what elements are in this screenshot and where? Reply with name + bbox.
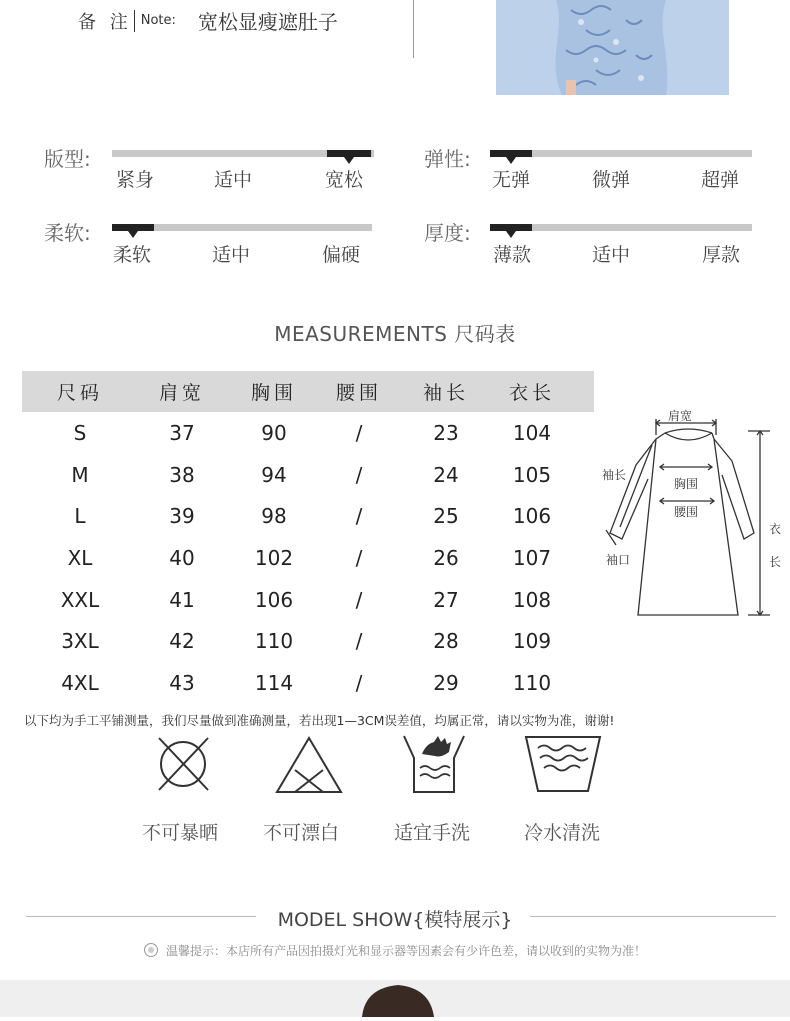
cell-length: 109 [512,629,552,654]
model-photo [0,980,790,1017]
care-label-no-bleach: 不可漂白 [263,822,340,844]
cell-shoulder: 40 [169,545,195,570]
cell-waist: / [355,670,363,695]
cell-chest: 102 [254,545,294,570]
note-divider [134,10,135,32]
header-size: 尺码 [56,382,103,404]
thickness-option-medium: 适中 [592,244,631,266]
note-en-label: Note: [140,13,176,28]
softness-track [112,224,372,231]
table-row [22,620,594,662]
cell-chest: 98 [261,504,287,529]
cell-length: 110 [512,670,552,695]
tip-icon [144,943,158,957]
table-row [22,579,594,621]
size-table-body [22,412,594,704]
size-table [22,371,594,704]
elasticity-track [490,150,752,157]
cell-shoulder: 42 [169,629,195,654]
cell-length: 105 [512,462,552,487]
thickness-option-thick: 厚款 [702,244,741,266]
cell-sleeve: 23 [433,420,459,445]
fit-option-medium: 适中 [214,169,253,191]
cell-length: 107 [512,545,552,570]
softness-title: 柔软: [44,221,91,245]
cell-size: XL [67,545,93,570]
elasticity-title: 弹性: [424,147,471,171]
hand-wash-icon [400,732,468,796]
cell-size: M [71,462,89,487]
elasticity-option-none: 无弹 [492,169,531,191]
table-row [22,537,594,579]
cell-waist: / [355,629,363,654]
vertical-divider [413,0,414,58]
table-row [22,495,594,537]
cell-sleeve: 25 [433,504,459,529]
care-label-hand-wash: 适宜手洗 [394,822,471,844]
cell-sleeve: 27 [433,587,459,612]
note-label: 备 注 [78,11,132,33]
fit-option-loose: 宽松 [325,169,364,191]
fit-track [112,150,374,157]
cell-waist: / [355,462,363,487]
cell-sleeve: 26 [433,545,459,570]
cell-shoulder: 39 [169,504,195,529]
cell-waist: / [355,504,363,529]
elasticity-option-slight: 微弹 [592,169,631,191]
cell-shoulder: 43 [169,670,195,695]
diagram-sleeve-label: 袖长 [602,468,627,482]
cell-size: L [74,504,86,529]
elasticity-indicator [490,150,532,157]
cell-size: 4XL [61,670,99,695]
cell-size: 3XL [61,629,99,654]
measurements-title: MEASUREMENTS 尺码表 [274,322,516,346]
diagram-length-label-1: 衣 [769,522,782,536]
header-waist: 腰围 [335,382,382,404]
no-sun-dry-icon [154,735,212,793]
header-shoulder: 肩宽 [158,382,205,404]
header-sleeve: 袖长 [422,382,469,404]
dress-photo-top [496,0,729,95]
care-label-cold-wash: 冷水清洗 [524,822,601,844]
measurement-note: 以下均为手工平铺测量，我们尽量做到准确测量，若出现1—3CM误差值，均属正常，请以实物为准，谢谢! [24,713,615,728]
softness-option-medium: 适中 [212,244,251,266]
cell-shoulder: 41 [169,587,195,612]
fit-title: 版型: [44,147,91,171]
softness-indicator [112,224,154,231]
no-bleach-icon [275,735,343,795]
cell-shoulder: 37 [169,420,195,445]
elasticity-option-super: 超弹 [701,169,740,191]
cell-length: 104 [512,420,552,445]
color-tip [0,942,790,959]
thickness-track [490,224,752,231]
softness-option-hard: 偏硬 [322,244,361,266]
table-row [22,454,594,496]
cell-sleeve: 24 [433,462,459,487]
cell-chest: 106 [254,587,294,612]
diagram-cuff-label: 袖口 [606,553,631,567]
header-chest: 胸围 [250,382,297,404]
softness-option-soft: 柔软 [113,244,152,266]
table-row [22,412,594,454]
cell-sleeve: 28 [433,629,459,654]
dress-pattern-image [496,0,729,95]
cell-waist: / [355,587,363,612]
diagram-shoulder-label: 肩宽 [668,409,693,423]
tip-text: 温馨提示：本店所有产品因拍摄灯光和显示器等因素会有少许色差，请以收到的实物为准！ [165,944,646,958]
cell-length: 106 [512,504,552,529]
model-photo-image [0,980,790,1017]
cell-chest: 114 [254,670,294,695]
note-value: 宽松显瘦遮肚子 [197,10,338,34]
fit-indicator [327,150,371,157]
cell-size: S [73,420,87,445]
cell-shoulder: 38 [169,462,195,487]
size-table-header [22,371,594,412]
diagram-chest-label: 胸围 [674,477,699,491]
diagram-length-label-2: 长 [769,555,782,569]
cell-waist: / [355,545,363,570]
thickness-indicator [490,224,532,231]
thickness-title: 厚度: [424,221,471,245]
thickness-option-thin: 薄款 [493,244,532,266]
fit-option-tight: 紧身 [116,169,155,191]
table-row [22,662,594,704]
cell-length: 108 [512,587,552,612]
note-row [78,6,338,35]
cell-chest: 90 [261,420,287,445]
model-show-title: MODEL SHOW{模特展示} [277,909,513,931]
cell-chest: 110 [254,629,294,654]
cell-waist: / [355,420,363,445]
cell-size: XXL [60,587,100,612]
care-label-no-sun: 不可暴晒 [142,822,219,844]
cell-sleeve: 29 [433,670,459,695]
header-length: 衣长 [508,382,555,404]
cold-wash-icon [524,734,602,794]
cell-chest: 94 [261,462,287,487]
diagram-waist-label: 腰围 [674,505,699,519]
